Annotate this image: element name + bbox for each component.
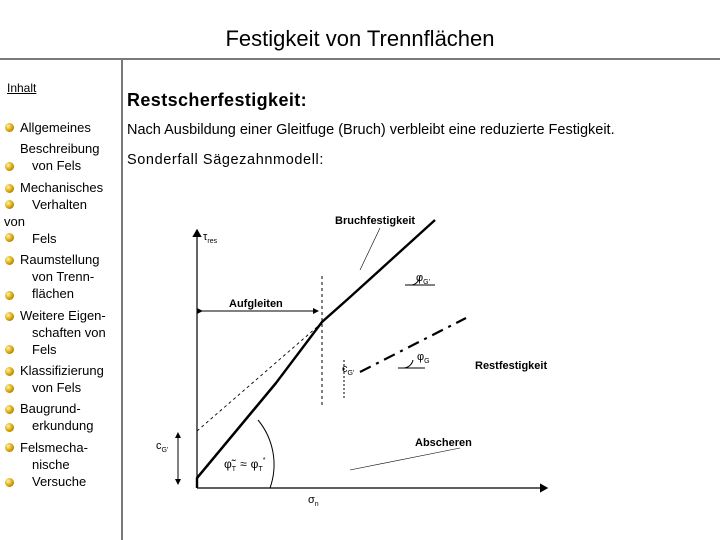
sidebar-item-allgemeines[interactable]: Allgemeines <box>20 120 91 135</box>
abscheren-label: Abscheren <box>415 437 472 449</box>
abscheren-pointer <box>350 448 460 470</box>
section-heading: Restscherfestigkeit: <box>127 90 308 110</box>
strength-curve <box>197 220 435 488</box>
extension-dashed-line <box>197 321 324 431</box>
sidebar-item-mechanisches-verhalten[interactable]: Mechanisches Verhalten von Fels <box>4 180 104 246</box>
page-title: Festigkeit von Trennflächen <box>225 26 495 51</box>
bruchfestigkeit-pointer <box>360 228 380 270</box>
bruchfestigkeit-label: Bruchfestigkeit <box>335 215 416 227</box>
sidebar-item-felsmechanische-versuche[interactable]: Felsmecha- nische Versuche <box>20 440 88 489</box>
description-text: Nach Ausbildung einer Gleitfuge (Bruch) verbleibt eine reduzierte Festigkeit. <box>127 122 615 138</box>
phi-t-arc <box>258 420 274 488</box>
sidebar-item-beschreibung[interactable]: Beschreibung von Fels <box>20 141 100 173</box>
cg-prime-axis-label: $c_{G'}$ <box>156 440 169 454</box>
subheading: Sonderfall Sägezahnmodell: <box>127 152 324 168</box>
sidebar-item-klassifizierung[interactable]: Klassifizierung von Fels <box>20 363 104 395</box>
sigma-n-label: $\sigma_n$ <box>308 494 319 508</box>
phi-t-formula: $\varphĩ_T \approx \varphi_T^*$ <box>224 457 266 473</box>
phi-g-prime-label: $\varphi_{G'}$ <box>416 272 430 286</box>
phi-g-label: $\varphi_G$ <box>417 351 430 365</box>
residual-strength-line <box>360 318 466 372</box>
sidebar-item-weitere-eigenschaften[interactable]: Weitere Eigen- schaften von Fels <box>20 308 106 357</box>
cg-prime-label: $c_{G'}$ <box>342 363 355 377</box>
restfestigkeit-label: Restfestigkeit <box>475 360 548 372</box>
sidebar-item-raumstellung[interactable]: Raumstellung von Trenn- flächen <box>20 252 100 301</box>
sidebar-item-baugrunderkundung[interactable]: Baugrund- erkundung <box>20 401 94 433</box>
tau-res-label: $\tau_{res}$ <box>203 231 218 245</box>
aufgleiten-label: Aufgleiten <box>229 298 283 310</box>
inhalt-link[interactable]: Inhalt <box>7 81 37 95</box>
phi-g-arc <box>404 360 413 368</box>
